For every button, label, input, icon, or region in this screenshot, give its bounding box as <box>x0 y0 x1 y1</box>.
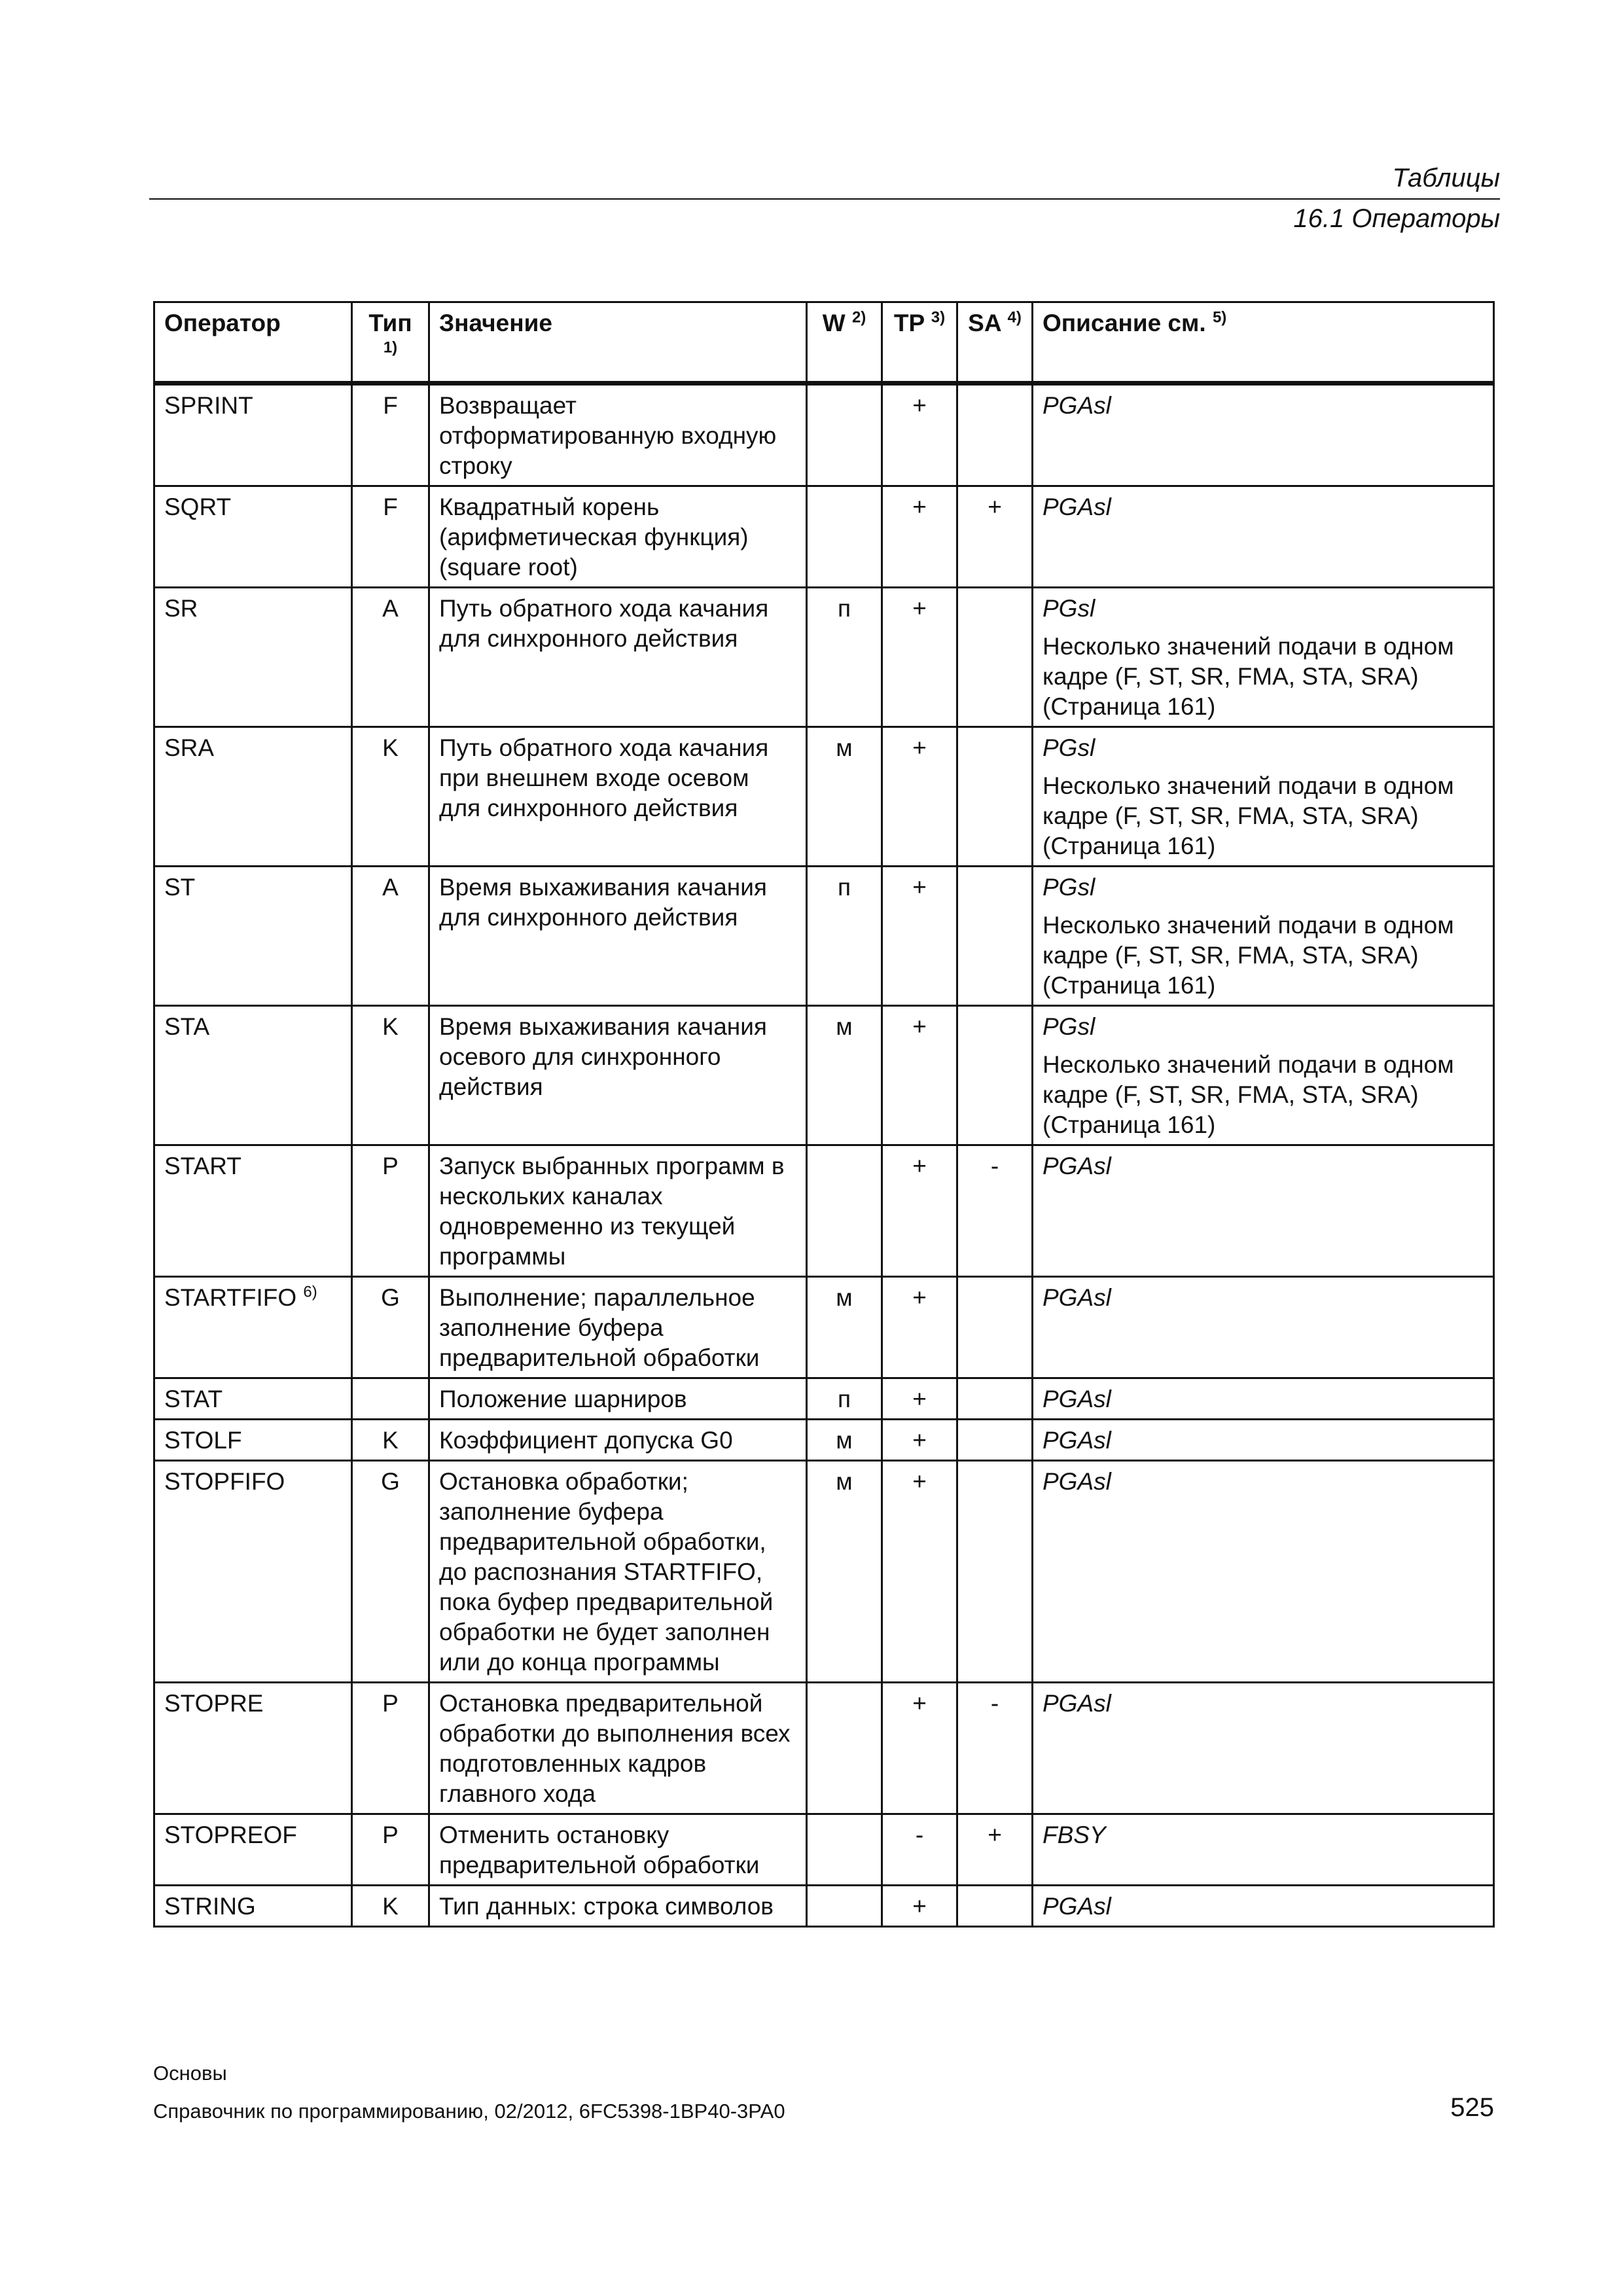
tp-value: + <box>912 595 927 622</box>
cell-operator <box>154 1461 352 1683</box>
cell-description <box>1033 867 1494 1006</box>
cell-tp <box>882 1277 957 1378</box>
tp-value: + <box>912 1427 927 1454</box>
w-value: м <box>836 734 853 761</box>
meaning-text: Отменить остановку предварительной обработки <box>439 1821 760 1878</box>
cell-operator <box>154 1145 352 1277</box>
cell-description <box>1033 1378 1494 1420</box>
cell-description <box>1033 1006 1494 1145</box>
cell-type <box>352 1378 429 1420</box>
cell-tp <box>882 727 957 867</box>
tp-value: - <box>915 1821 924 1848</box>
table-row <box>154 1378 1494 1420</box>
cell-w <box>807 1461 882 1683</box>
cell-operator <box>154 1378 352 1420</box>
cell-description <box>1033 1277 1494 1378</box>
cell-meaning <box>429 1006 807 1145</box>
type-value: P <box>382 1690 399 1717</box>
table-row <box>154 1145 1494 1277</box>
meaning-text: Путь обратного хода качания для синхронного действия <box>439 595 769 652</box>
tp-value: + <box>912 1468 927 1495</box>
cell-type <box>352 384 429 486</box>
col-header-tp: TP $^{3)}$ <box>882 302 957 384</box>
table-header-row <box>154 302 1494 384</box>
header-rule <box>149 198 1500 200</box>
type-value: K <box>382 1893 399 1920</box>
cell-w <box>807 1683 882 1814</box>
meaning-text: Время выхаживания качания осевого для синхронного действия <box>439 1013 767 1100</box>
cell-meaning <box>429 384 807 486</box>
running-header-subsection: 16.1 Операторы <box>1293 204 1500 233</box>
sa-value: + <box>988 493 1002 520</box>
cell-description <box>1033 384 1494 486</box>
cell-sa <box>957 384 1033 486</box>
operator-name: SQRT <box>164 493 232 520</box>
cell-meaning <box>429 867 807 1006</box>
cell-type <box>352 1420 429 1461</box>
tp-value: + <box>912 1386 927 1412</box>
description-ref: PGAsl <box>1043 1153 1111 1179</box>
operator-footnote: 6) <box>303 1283 317 1301</box>
type-value: P <box>382 1821 399 1848</box>
cell-tp <box>882 588 957 727</box>
cell-meaning <box>429 1145 807 1277</box>
meaning-text: Остановка обработки; заполнение буфера предварительной обработки, до распознания STARTFIFO, пока буфер предварительной обработки не будет заполнен или до конца программы <box>439 1468 774 1676</box>
cell-w <box>807 384 882 486</box>
table-row <box>154 384 1494 486</box>
cell-tp <box>882 1461 957 1683</box>
description-ref: PGAsl <box>1043 1284 1111 1311</box>
operator-name: START <box>164 1153 241 1179</box>
cell-type <box>352 1006 429 1145</box>
meaning-text: Выполнение; параллельное заполнение буфера предварительной обработки <box>439 1284 760 1371</box>
tp-value: + <box>912 734 927 761</box>
cell-sa <box>957 727 1033 867</box>
cell-sa <box>957 1420 1033 1461</box>
cell-sa <box>957 1683 1033 1814</box>
cell-w <box>807 1420 882 1461</box>
cell-operator <box>154 1006 352 1145</box>
operator-name: SR <box>164 595 198 622</box>
table-row <box>154 1277 1494 1378</box>
meaning-text: Время выхаживания качания для синхронного действия <box>439 874 767 931</box>
type-value: P <box>382 1153 399 1179</box>
cell-meaning <box>429 1814 807 1886</box>
cell-sa <box>957 1886 1033 1927</box>
col-header-description: Описание см. $^{5)}$ <box>1033 302 1494 384</box>
cell-w <box>807 486 882 588</box>
table-row <box>154 486 1494 588</box>
meaning-text: Возвращает отформатированную входную строку <box>439 392 777 479</box>
cell-operator <box>154 384 352 486</box>
table-row <box>154 1814 1494 1886</box>
col-header-type: Тип $^{1)}$ <box>352 302 429 384</box>
cell-operator <box>154 727 352 867</box>
meaning-text: Остановка предварительной обработки до выполнения всех подготовленных кадров главного хода <box>439 1690 791 1807</box>
cell-w <box>807 1886 882 1927</box>
table-row <box>154 1683 1494 1814</box>
type-value: A <box>382 874 399 901</box>
operator-name: SPRINT <box>164 392 253 419</box>
cell-meaning <box>429 588 807 727</box>
w-value: м <box>836 1284 853 1311</box>
type-value: G <box>381 1468 400 1495</box>
cell-sa <box>957 1006 1033 1145</box>
meaning-text: Путь обратного хода качания при внешнем входе осевом для синхронного действия <box>439 734 769 821</box>
cell-tp <box>882 1420 957 1461</box>
cell-operator <box>154 1683 352 1814</box>
cell-sa <box>957 588 1033 727</box>
description-ref: PGAsl <box>1043 1468 1111 1495</box>
col-header-operator: Оператор <box>154 302 352 384</box>
cell-type <box>352 867 429 1006</box>
cell-tp <box>882 384 957 486</box>
w-value: п <box>837 874 851 901</box>
tp-value: + <box>912 1284 927 1311</box>
cell-sa <box>957 867 1033 1006</box>
w-value: м <box>836 1468 853 1495</box>
sa-value: - <box>990 1690 999 1717</box>
cell-type <box>352 1277 429 1378</box>
cell-sa <box>957 1145 1033 1277</box>
tp-value: + <box>912 493 927 520</box>
operator-name: STARTFIFO <box>164 1284 297 1311</box>
description-ref: PGsl <box>1043 1013 1096 1040</box>
cell-meaning <box>429 1886 807 1927</box>
cell-operator <box>154 1420 352 1461</box>
tp-value: + <box>912 874 927 901</box>
cell-w <box>807 1378 882 1420</box>
cell-description <box>1033 727 1494 867</box>
operator-name: ST <box>164 874 196 901</box>
table-row <box>154 1006 1494 1145</box>
tp-value: + <box>912 1690 927 1717</box>
cell-w <box>807 1277 882 1378</box>
description-note: Несколько значений подачи в одном кадре (F, ST, SR, FMA, STA, SRA) (Страница 161) <box>1043 772 1454 859</box>
meaning-text: Положение шарниров <box>439 1386 687 1412</box>
cell-tp <box>882 1814 957 1886</box>
cell-meaning <box>429 727 807 867</box>
description-ref: PGsl <box>1043 595 1096 622</box>
w-value: м <box>836 1013 853 1040</box>
description-note: Несколько значений подачи в одном кадре (F, ST, SR, FMA, STA, SRA) (Страница 161) <box>1043 633 1454 720</box>
cell-tp <box>882 1683 957 1814</box>
sa-value: - <box>990 1153 999 1179</box>
meaning-text: Квадратный корень (арифметическая функция) (square root) <box>439 493 749 581</box>
tp-value: + <box>912 392 927 419</box>
cell-description <box>1033 588 1494 727</box>
type-value: F <box>383 392 398 419</box>
type-value: K <box>382 1427 399 1454</box>
cell-w <box>807 588 882 727</box>
operators-table <box>153 301 1495 1928</box>
cell-meaning <box>429 486 807 588</box>
col-header-sa: SA $^{4)}$ <box>957 302 1033 384</box>
description-ref: PGsl <box>1043 874 1096 901</box>
cell-w <box>807 727 882 867</box>
col-header-meaning: Значение <box>429 302 807 384</box>
footer-reference: Справочник по программированию, 02/2012, 6FC5398-1BP40-3PA0 <box>153 2100 785 2123</box>
description-ref: PGAsl <box>1043 1427 1111 1454</box>
cell-tp <box>882 1378 957 1420</box>
cell-meaning <box>429 1461 807 1683</box>
type-value: K <box>382 1013 399 1040</box>
cell-meaning <box>429 1378 807 1420</box>
meaning-text: Тип данных: строка символов <box>439 1893 774 1920</box>
cell-operator <box>154 1886 352 1927</box>
operator-name: STOPRE <box>164 1690 264 1717</box>
cell-meaning <box>429 1683 807 1814</box>
table-row <box>154 867 1494 1006</box>
cell-type <box>352 727 429 867</box>
cell-description <box>1033 1814 1494 1886</box>
operator-name: STRING <box>164 1893 256 1920</box>
cell-type <box>352 486 429 588</box>
operator-name: STOPFIFO <box>164 1468 285 1495</box>
table-row <box>154 588 1494 727</box>
cell-operator <box>154 1277 352 1378</box>
cell-type <box>352 1145 429 1277</box>
col-header-w: W $^{2)}$ <box>807 302 882 384</box>
cell-operator <box>154 867 352 1006</box>
cell-type <box>352 1683 429 1814</box>
description-ref: FBSY <box>1043 1821 1106 1848</box>
cell-type <box>352 1814 429 1886</box>
type-value: G <box>381 1284 400 1311</box>
cell-w <box>807 867 882 1006</box>
cell-sa <box>957 1378 1033 1420</box>
cell-description <box>1033 1461 1494 1683</box>
operator-name: SRA <box>164 734 215 761</box>
cell-description <box>1033 1145 1494 1277</box>
table-row <box>154 1886 1494 1927</box>
cell-operator <box>154 1814 352 1886</box>
cell-sa <box>957 486 1033 588</box>
cell-tp <box>882 1006 957 1145</box>
tp-value: + <box>912 1893 927 1920</box>
type-value: F <box>383 493 398 520</box>
cell-operator <box>154 486 352 588</box>
tp-value: + <box>912 1153 927 1179</box>
cell-description <box>1033 1886 1494 1927</box>
cell-meaning <box>429 1420 807 1461</box>
cell-type <box>352 1886 429 1927</box>
cell-type <box>352 588 429 727</box>
description-ref: PGAsl <box>1043 1893 1111 1920</box>
cell-tp <box>882 486 957 588</box>
w-value: п <box>837 1386 851 1412</box>
operator-name: STOPREOF <box>164 1821 297 1848</box>
meaning-text: Коэффициент допуска G0 <box>439 1427 733 1454</box>
table-row <box>154 727 1494 867</box>
description-ref: PGAsl <box>1043 1386 1111 1412</box>
cell-tp <box>882 867 957 1006</box>
cell-sa <box>957 1277 1033 1378</box>
description-ref: PGsl <box>1043 734 1096 761</box>
page-number: 525 <box>1450 2093 1494 2122</box>
cell-description <box>1033 1683 1494 1814</box>
description-ref: PGAsl <box>1043 1690 1111 1717</box>
cell-w <box>807 1814 882 1886</box>
cell-sa <box>957 1814 1033 1886</box>
cell-description <box>1033 486 1494 588</box>
cell-description <box>1033 1420 1494 1461</box>
running-header-section: Таблицы <box>1392 164 1500 192</box>
type-value: A <box>382 595 399 622</box>
cell-tp <box>882 1886 957 1927</box>
cell-type <box>352 1461 429 1683</box>
description-note: Несколько значений подачи в одном кадре (F, ST, SR, FMA, STA, SRA) (Страница 161) <box>1043 1051 1454 1138</box>
tp-value: + <box>912 1013 927 1040</box>
table-row <box>154 1420 1494 1461</box>
cell-sa <box>957 1461 1033 1683</box>
cell-meaning <box>429 1277 807 1378</box>
operator-name: STOLF <box>164 1427 242 1454</box>
operator-name: STA <box>164 1013 210 1040</box>
w-value: м <box>836 1427 853 1454</box>
sa-value: + <box>988 1821 1002 1848</box>
operator-name: STAT <box>164 1386 223 1412</box>
cell-operator <box>154 588 352 727</box>
footer-title: Основы <box>153 2062 227 2085</box>
table-row <box>154 1461 1494 1683</box>
w-value: п <box>837 595 851 622</box>
meaning-text: Запуск выбранных программ в нескольких каналах одновременно из текущей программы <box>439 1153 785 1270</box>
type-value: K <box>382 734 399 761</box>
description-ref: PGAsl <box>1043 392 1111 419</box>
cell-tp <box>882 1145 957 1277</box>
description-ref: PGAsl <box>1043 493 1111 520</box>
description-note: Несколько значений подачи в одном кадре (F, ST, SR, FMA, STA, SRA) (Страница 161) <box>1043 912 1454 999</box>
cell-w <box>807 1006 882 1145</box>
cell-w <box>807 1145 882 1277</box>
